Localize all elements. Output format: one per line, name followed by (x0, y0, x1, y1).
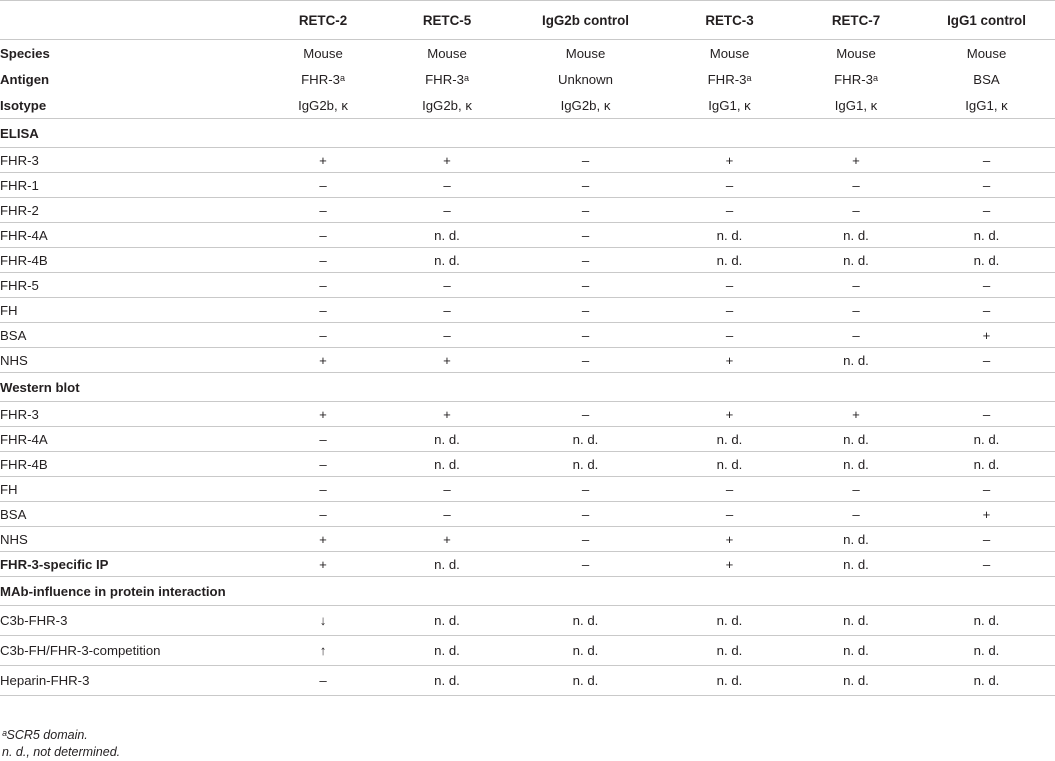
row-label: Antigen (0, 71, 50, 87)
table-cell: – (258, 666, 388, 696)
table-cell: n. d. (918, 223, 1055, 248)
table-cell: – (506, 323, 665, 348)
table-cell: n. d. (918, 606, 1055, 636)
table-cell: – (506, 248, 665, 273)
table-cell: Mouse (709, 45, 750, 61)
table-cell: IgG1, κ (794, 92, 918, 119)
table-row (0, 606, 1055, 636)
section-title: MAb-influence in protein interaction (0, 577, 1055, 606)
table-cell: n. d. (388, 606, 506, 636)
table-cell: + (258, 148, 388, 173)
table-cell: – (258, 273, 388, 298)
table-cell: – (258, 173, 388, 198)
table-cell: n. d. (388, 248, 506, 273)
row-label: FHR-4B (0, 452, 258, 477)
column-header: RETC-3 (665, 1, 794, 40)
table-cell: – (506, 527, 665, 552)
row-label: NHS (0, 527, 258, 552)
row-label: C3b-FHR-3 (0, 606, 258, 636)
row-label: FH (0, 477, 258, 502)
table-row (0, 273, 1055, 298)
table-row (0, 552, 1055, 577)
table-cell: n. d. (794, 427, 918, 452)
table-cell: IgG1, κ (665, 92, 794, 119)
table-cell: – (794, 298, 918, 323)
table-cell: n. d. (665, 636, 794, 666)
table-cell: – (665, 198, 794, 223)
table-cell: – (918, 527, 1055, 552)
row-label: FHR-3 (0, 402, 258, 427)
table-cell: + (388, 402, 506, 427)
footnotes (2, 727, 120, 761)
table-row (0, 666, 1055, 696)
table-cell: Unknown (558, 71, 613, 87)
header-row (0, 1, 1055, 40)
column-header (0, 1, 258, 40)
table-cell: – (918, 298, 1055, 323)
table-cell: – (258, 223, 388, 248)
table-cell: n. d. (506, 606, 665, 636)
table-cell: n. d. (794, 452, 918, 477)
table-row (0, 402, 1055, 427)
column-header: RETC-2 (258, 1, 388, 40)
table-cell: – (918, 348, 1055, 373)
table-cell: n. d. (918, 427, 1055, 452)
table-cell: n. d. (665, 606, 794, 636)
table-cell: + (918, 323, 1055, 348)
table-cell: n. d. (506, 452, 665, 477)
table-cell: – (794, 198, 918, 223)
table-cell: – (506, 148, 665, 173)
table-cell: + (665, 527, 794, 552)
table-cell: n. d. (665, 452, 794, 477)
table-cell: + (258, 527, 388, 552)
table-cell: n. d. (388, 636, 506, 666)
table-row (0, 477, 1055, 502)
table-cell: n. d. (794, 606, 918, 636)
table-body (0, 40, 1055, 696)
row-label: FHR-3-specific IP (0, 552, 258, 577)
table-cell: + (665, 148, 794, 173)
table-cell: n. d. (918, 636, 1055, 666)
footnote: n. d., not determined. (2, 745, 121, 759)
table-cell: FHR-3ᵃ (301, 71, 345, 87)
table-cell: + (665, 552, 794, 577)
table-cell: – (258, 452, 388, 477)
table-cell: n. d. (388, 427, 506, 452)
table-cell: – (258, 298, 388, 323)
table-cell: n. d. (918, 452, 1055, 477)
table-cell: Mouse (836, 45, 876, 61)
column-header: IgG1 control (918, 1, 1055, 40)
table-cell: – (918, 173, 1055, 198)
table-cell: – (665, 298, 794, 323)
table-row (0, 427, 1055, 452)
table-cell: n. d. (665, 223, 794, 248)
table-cell: – (388, 298, 506, 323)
table-cell: – (258, 198, 388, 223)
table-cell: – (918, 273, 1055, 298)
table-cell: + (258, 552, 388, 577)
table-cell: + (794, 148, 918, 173)
row-label: C3b-FH/FHR-3-competition (0, 636, 258, 666)
row-label: FH (0, 298, 258, 323)
table-cell: – (506, 298, 665, 323)
table-cell: – (794, 323, 918, 348)
table-cell: n. d. (794, 666, 918, 696)
table-cell: – (794, 502, 918, 527)
table-cell: + (665, 402, 794, 427)
column-header: RETC-5 (388, 1, 506, 40)
table-cell: – (918, 552, 1055, 577)
table-cell: n. d. (388, 223, 506, 248)
table-cell: – (506, 477, 665, 502)
table-cell: n. d. (794, 636, 918, 666)
table-cell: n. d. (918, 248, 1055, 273)
table-cell: + (388, 527, 506, 552)
section-title: ELISA (0, 119, 1055, 148)
table-cell: n. d. (794, 248, 918, 273)
table-row (0, 298, 1055, 323)
table-cell: – (665, 173, 794, 198)
table-cell: – (665, 273, 794, 298)
table-cell: – (918, 402, 1055, 427)
table-cell: n. d. (794, 348, 918, 373)
table-cell: Mouse (966, 45, 1007, 61)
table-cell: n. d. (388, 552, 506, 577)
table-row (0, 452, 1055, 477)
table-cell: + (918, 502, 1055, 527)
table-row (0, 502, 1055, 527)
table-cell: FHR-3ᵃ (707, 71, 752, 87)
table-cell: + (258, 402, 388, 427)
table-cell: FHR-3ᵃ (834, 71, 878, 87)
table-cell: – (388, 477, 506, 502)
row-label: FHR-4A (0, 223, 258, 248)
row-label: FHR-4B (0, 248, 258, 273)
table-row (0, 92, 1055, 119)
table-cell: – (506, 552, 665, 577)
table-cell: + (258, 348, 388, 373)
table-cell: – (506, 173, 665, 198)
table-cell: – (918, 148, 1055, 173)
section-row (0, 373, 1055, 402)
table-row (0, 248, 1055, 273)
table-cell: FHR-3ᵃ (425, 71, 469, 87)
table-cell: – (258, 502, 388, 527)
table-row (0, 223, 1055, 248)
table-cell: – (665, 477, 794, 502)
table-cell: + (388, 148, 506, 173)
table-cell: – (258, 248, 388, 273)
row-label: Isotype (0, 92, 258, 119)
table-cell: ↓ (258, 606, 388, 636)
section-row (0, 577, 1055, 606)
row-label: Species (0, 45, 50, 61)
table-cell: Mouse (303, 45, 343, 61)
table-cell: – (388, 173, 506, 198)
table-row (0, 148, 1055, 173)
table-cell: ↑ (258, 636, 388, 666)
table-cell: – (258, 427, 388, 452)
table-cell: – (506, 223, 665, 248)
table-cell: – (918, 477, 1055, 502)
footnote: ᵃSCR5 domain. (2, 728, 88, 742)
table-row (0, 198, 1055, 223)
table-cell: – (918, 198, 1055, 223)
table-cell: – (388, 273, 506, 298)
table-cell: – (506, 273, 665, 298)
row-label: BSA (0, 323, 258, 348)
row-label: Heparin-FHR-3 (0, 666, 258, 696)
table-cell: + (794, 402, 918, 427)
table-cell: n. d. (388, 452, 506, 477)
column-header: RETC-7 (794, 1, 918, 40)
table-cell: BSA (973, 71, 1000, 87)
table-cell: – (506, 502, 665, 527)
row-label: FHR-1 (0, 173, 258, 198)
table-row (0, 348, 1055, 373)
table-cell: – (794, 477, 918, 502)
table-cell: n. d. (506, 636, 665, 666)
row-label: NHS (0, 348, 258, 373)
table-cell: – (388, 323, 506, 348)
table-row (0, 323, 1055, 348)
table-cell: Mouse (565, 45, 606, 61)
row-label: FHR-3 (0, 148, 258, 173)
table-cell: n. d. (794, 223, 918, 248)
table-cell: n. d. (388, 666, 506, 696)
table-cell: n. d. (665, 666, 794, 696)
table-cell: n. d. (506, 427, 665, 452)
table-cell: – (794, 273, 918, 298)
table-cell: – (258, 477, 388, 502)
row-label: FHR-2 (0, 198, 258, 223)
table-row (0, 66, 1055, 92)
row-label: FHR-5 (0, 273, 258, 298)
row-label: BSA (0, 502, 258, 527)
table-cell: – (665, 323, 794, 348)
table-cell: Mouse (427, 45, 467, 61)
table-cell: – (388, 198, 506, 223)
table-cell: IgG2b, κ (258, 92, 388, 119)
table-cell: + (665, 348, 794, 373)
table-cell: n. d. (794, 527, 918, 552)
table-cell: – (506, 198, 665, 223)
table-cell: n. d. (918, 666, 1055, 696)
table-cell: + (388, 348, 506, 373)
section-title: Western blot (0, 373, 1055, 402)
table-cell: – (665, 502, 794, 527)
table-cell: n. d. (665, 248, 794, 273)
section-row (0, 119, 1055, 148)
table-cell: IgG2b, κ (388, 92, 506, 119)
table-cell: – (794, 173, 918, 198)
table-cell: – (388, 502, 506, 527)
table-cell: – (258, 323, 388, 348)
table-cell: – (506, 348, 665, 373)
table-row (0, 40, 1055, 67)
table-row (0, 173, 1055, 198)
table-cell: n. d. (665, 427, 794, 452)
row-label: FHR-4A (0, 427, 258, 452)
table-cell: IgG1, κ (918, 92, 1055, 119)
table-row (0, 527, 1055, 552)
column-header: IgG2b control (506, 1, 665, 40)
table-cell: n. d. (794, 552, 918, 577)
table-cell: – (506, 402, 665, 427)
table-row (0, 636, 1055, 666)
table-cell: n. d. (506, 666, 665, 696)
table-cell: IgG2b, κ (506, 92, 665, 119)
